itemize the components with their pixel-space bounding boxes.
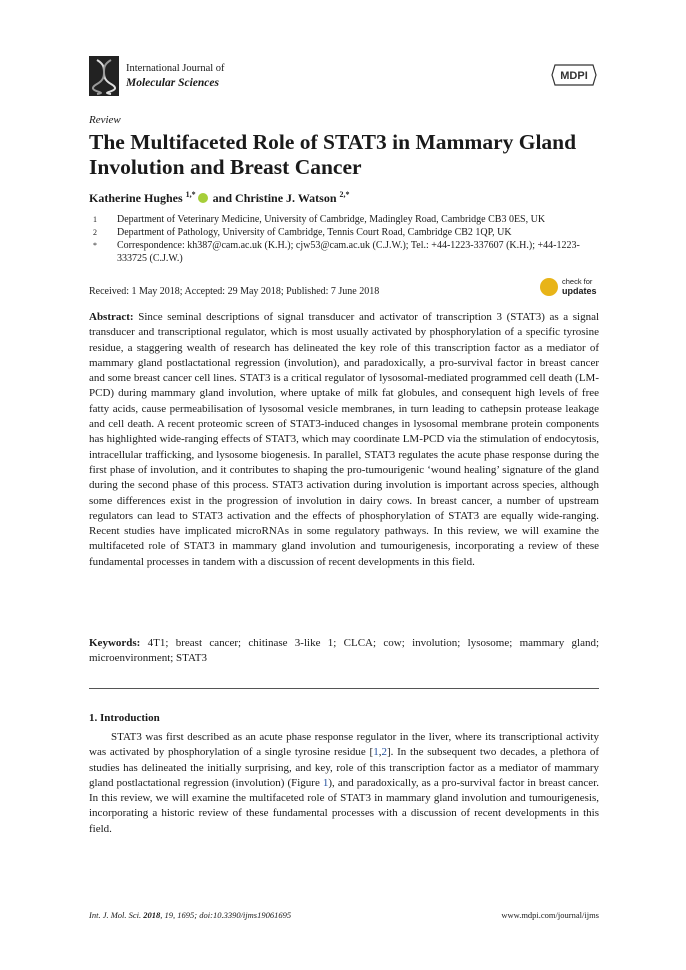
- affiliation-mark: 2: [93, 228, 97, 237]
- check-updates-line1: check for: [562, 277, 593, 286]
- figure-link-1[interactable]: 1: [322, 776, 329, 789]
- reference-link-1[interactable]: 1: [373, 746, 379, 759]
- citation-year: 2018: [143, 910, 161, 920]
- author-1[interactable]: Katherine Hughes: [89, 191, 183, 205]
- intro-text-2: ]. In the subsequent two decades, a plethora of studies has delineated the initially surprising, and key, role of this transcription factor as a mediator of mammary gland postlactational regression (involution) (Figure: [89, 746, 599, 789]
- correspondence-row: [89, 239, 609, 265]
- author-1-affiliation: 1,*: [185, 190, 196, 199]
- keywords: [89, 636, 599, 667]
- intro-text-1: STAT3 was first described as an acute phase response regulator in the liver, where its transcriptional activity was activated by phosphorylation of a single tyrosine residue [: [89, 731, 599, 759]
- mdpi-logo: [551, 64, 597, 86]
- footer-citation: [89, 910, 291, 920]
- orcid-icon[interactable]: [198, 193, 208, 203]
- affiliations: [89, 213, 609, 265]
- author-line: [89, 190, 350, 206]
- affiliation-row: [89, 226, 609, 239]
- abstract-text: Since seminal descriptions of signal transducer and activator of transcription 3 (STAT3) as a signal transducer and transcriptional regulator, which is most usually activated by phosphorylation of a specific tyrosine residue, a staggering wealth of research has delineated the key role of this transcription factor as a mediator of mammary gland postlactational regression (involution), and paradoxically, a pro-survival factor in breast cancer and some breast cancer cell lines. STAT3 is a critical regulator of lysosomal-mediated programmed cell death (LM-PCD) during mammary gland involution, where uptake of milk fat globules, and consequent high levels of free fatty acids, cause permeabilisation of lysosomal vesicle membranes, in turn leading to cathepsin protease leakage and cell death. A recent proteomic screen of STAT3-induced changes in lysosomal membrane protein components has highlighted wide-ranging effects of STAT3, which may coordinate LM-PCD via the stimulation of endocytosis, intracellular trafficking, and lysosome biogenesis. In parallel, STAT3 regulates the acute phase response during the first phase of involution, and it contributes to shaping the pro-tumourigenic ‘wound healing’ signature of the gland during the second phase of this process. STAT3 activation during involution is important across species, although some differences exist in the progression of involution in dairy cows. In breast cancer, a number of upstream regulators can lead to STAT3 activation and the effects of phosphorylation of STAT3 are equally wide-ranging. Recent studies have implicated microRNAs in some regulatory pathways. In this review, we will examine the multifaceted role of STAT3 in mammary gland involution and tumourigenesis, incorporating a review of these fundamental processes in tandem with a discussion of recent developments in this field.: [89, 311, 600, 568]
- section-divider: [89, 688, 599, 689]
- abstract-label: Abstract:: [89, 311, 134, 323]
- dna-helix-icon: [89, 56, 119, 96]
- correspondence-text[interactable]: Correspondence: kh387@cam.ac.uk (K.H.); cjw53@cam.ac.uk (C.J.W.); Tel.: +44-1223-337607 (K.H.); +44-1223-333725 (C.J.W.): [117, 240, 580, 264]
- reference-link-2[interactable]: 2: [381, 746, 387, 759]
- keywords-text: 4T1; breast cancer; chitinase 3-like 1; CLCA; cow; involution; lysosome; mammary gland; microenvironment; STAT3: [89, 637, 600, 665]
- author-2[interactable]: Christine J. Watson: [235, 191, 337, 205]
- citation-details: , 19, 1695; doi:10.3390/ijms19061695: [160, 910, 292, 920]
- introduction-paragraph: [89, 730, 599, 837]
- citation-journal: Int. J. Mol. Sci.: [89, 910, 142, 920]
- journal-name: [126, 62, 225, 90]
- check-updates-icon: [540, 278, 558, 296]
- check-for-updates-button[interactable]: [540, 275, 602, 299]
- author-join: and: [212, 191, 233, 205]
- affiliation-row: [89, 213, 609, 226]
- author-2-affiliation: 2,*: [339, 190, 350, 199]
- section-heading: 1. Introduction: [89, 712, 160, 724]
- publication-dates: Received: 1 May 2018; Accepted: 29 May 2018; Published: 7 June 2018: [89, 286, 380, 297]
- keywords-label: Keywords:: [89, 637, 141, 649]
- article-type: Review: [89, 114, 121, 126]
- abstract: [89, 310, 599, 570]
- journal-name-line1: International Journal of: [126, 63, 225, 74]
- journal-name-line2: Molecular Sciences: [126, 77, 219, 89]
- reference-separator: ,: [378, 746, 382, 759]
- affiliation-text: Department of Veterinary Medicine, University of Cambridge, Madingley Road, Cambridge CB3 0ES, UK: [117, 214, 546, 225]
- correspondence-mark: *: [93, 241, 97, 250]
- footer-journal-url[interactable]: www.mdpi.com/journal/ijms: [501, 910, 599, 920]
- article-title: The Multifaceted Role of STAT3 in Mammary Gland Involution and Breast Cancer: [89, 130, 577, 179]
- check-updates-line2: updates: [562, 286, 597, 296]
- affiliation-mark: 1: [93, 215, 97, 224]
- affiliation-text: Department of Pathology, University of Cambridge, Tennis Court Road, Cambridge CB2 1QP, UK: [117, 227, 512, 238]
- publisher-name: MDPI: [560, 70, 588, 82]
- intro-text-3: ), and paradoxically, as a pro-survival factor in breast cancer. In this review, we will examine the multifaceted role of STAT3 in mammary gland involution and tumourigenesis, incorporating a historic review of these fundamental processes with a discussion of recent developments in this field.: [89, 776, 599, 835]
